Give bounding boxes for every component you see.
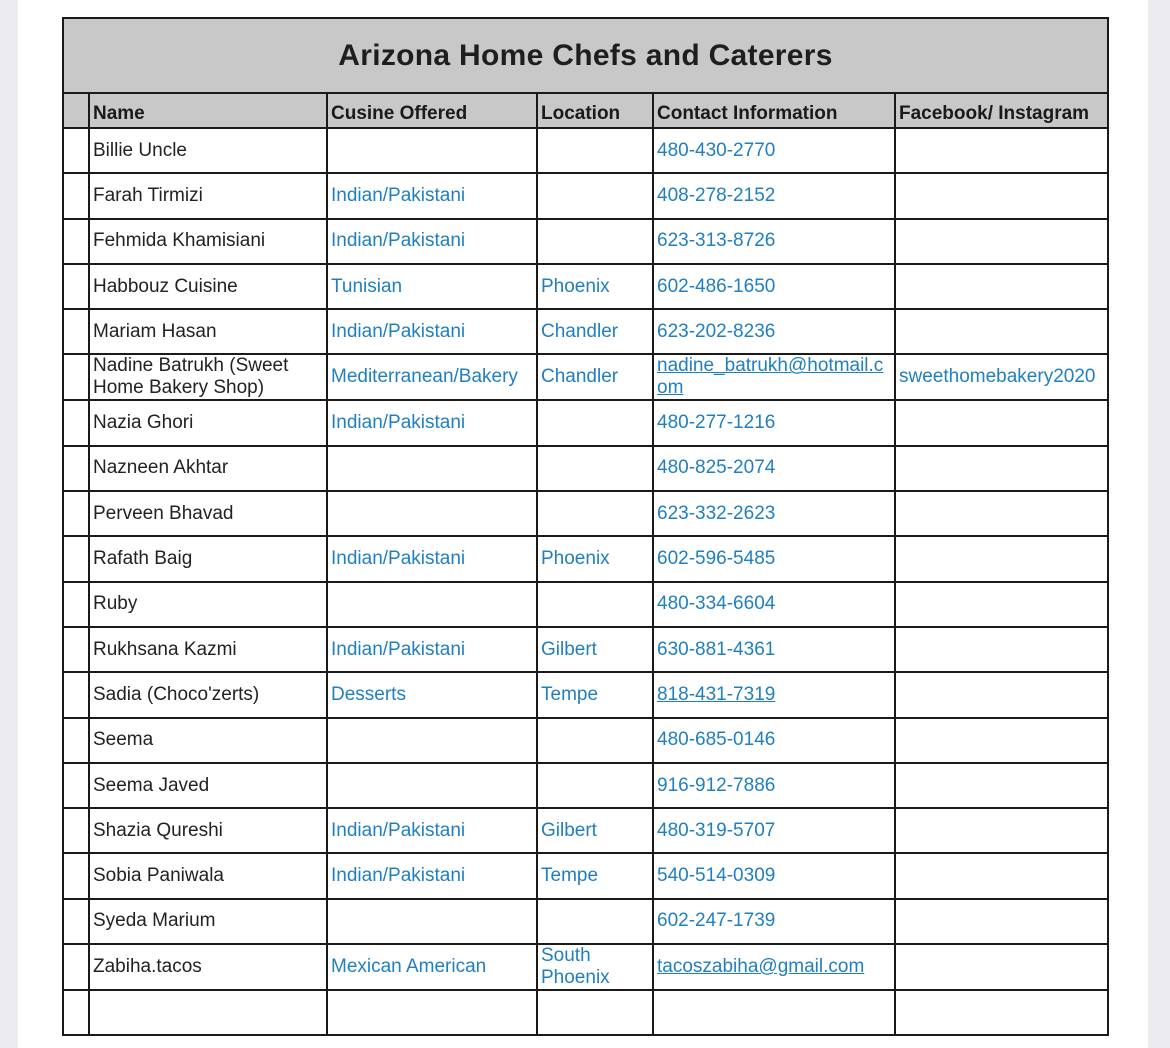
row-gutter-cell: [63, 853, 89, 898]
empty-cell: [537, 990, 653, 1035]
contact-cell: 480-430-2770: [653, 128, 895, 173]
row-gutter-cell: [63, 627, 89, 672]
table-row: [63, 808, 1108, 853]
contact-cell: 623-313-8726: [653, 219, 895, 264]
social-cell: [895, 899, 1108, 944]
location-cell: Phoenix: [537, 536, 653, 581]
table-row-partial: [63, 990, 1108, 1035]
location-cell: [537, 173, 653, 218]
contact-cell: 623-202-8236: [653, 309, 895, 354]
contact-cell: 623-332-2623: [653, 491, 895, 536]
table-row: [63, 128, 1108, 173]
row-gutter-cell: [63, 446, 89, 491]
social-cell: sweethomebakery2020: [895, 354, 1108, 400]
cuisine-cell: Indian/Pakistani: [327, 853, 537, 898]
cuisine-cell: Indian/Pakistani: [327, 173, 537, 218]
header-contact: Contact Information: [653, 93, 895, 128]
contact-cell: 480-685-0146: [653, 718, 895, 763]
location-cell: [537, 491, 653, 536]
social-cell: [895, 582, 1108, 627]
contact-cell: 602-247-1739: [653, 899, 895, 944]
table-row: [63, 219, 1108, 264]
location-cell: [537, 582, 653, 627]
table-row: [63, 536, 1108, 581]
cuisine-cell: [327, 128, 537, 173]
name-cell: Sobia Paniwala: [89, 853, 327, 898]
location-cell: Phoenix: [537, 264, 653, 309]
social-cell: [895, 672, 1108, 717]
name-cell: Ruby: [89, 582, 327, 627]
header-name: Name: [89, 93, 327, 128]
cuisine-cell: [327, 763, 537, 808]
name-cell: Seema Javed: [89, 763, 327, 808]
social-cell: [895, 808, 1108, 853]
row-gutter-cell: [63, 264, 89, 309]
name-cell: Shazia Qureshi: [89, 808, 327, 853]
row-gutter-cell: [63, 354, 89, 400]
name-cell: Perveen Bhavad: [89, 491, 327, 536]
row-gutter-cell: [63, 400, 89, 445]
location-cell: Chandler: [537, 354, 653, 400]
name-cell: Rafath Baig: [89, 536, 327, 581]
cuisine-cell: [327, 718, 537, 763]
cuisine-cell: Indian/Pakistani: [327, 627, 537, 672]
header-gutter-cell: [63, 93, 89, 128]
row-gutter-cell: [63, 309, 89, 354]
name-cell: Mariam Hasan: [89, 309, 327, 354]
name-cell: Fehmida Khamisiani: [89, 219, 327, 264]
table-row: [63, 491, 1108, 536]
name-cell: Seema: [89, 718, 327, 763]
social-cell: [895, 219, 1108, 264]
table-row: [63, 899, 1108, 944]
table-row: [63, 354, 1108, 400]
social-cell: [895, 309, 1108, 354]
cuisine-cell: Indian/Pakistani: [327, 219, 537, 264]
cuisine-cell: [327, 446, 537, 491]
cuisine-cell: Tunisian: [327, 264, 537, 309]
table-row: [63, 718, 1108, 763]
cuisine-cell: [327, 582, 537, 627]
location-cell: Gilbert: [537, 627, 653, 672]
location-cell: Chandler: [537, 309, 653, 354]
row-gutter-cell: [63, 536, 89, 581]
cuisine-cell: Desserts: [327, 672, 537, 717]
social-cell: [895, 853, 1108, 898]
row-gutter-cell: [63, 173, 89, 218]
contact-cell: 480-319-5707: [653, 808, 895, 853]
contact-cell[interactable]: tacoszabiha@gmail.com: [653, 944, 895, 990]
social-cell: [895, 491, 1108, 536]
location-cell: [537, 400, 653, 445]
header-social: Facebook/ Instagram: [895, 93, 1108, 128]
location-cell: [537, 718, 653, 763]
name-cell: Farah Tirmizi: [89, 173, 327, 218]
social-cell: [895, 944, 1108, 990]
name-cell: Nazia Ghori: [89, 400, 327, 445]
empty-cell: [89, 990, 327, 1035]
contact-cell: 540-514-0309: [653, 853, 895, 898]
empty-cell: [63, 990, 89, 1035]
row-gutter-cell: [63, 672, 89, 717]
contact-cell[interactable]: nadine_batrukh@hotmail.com: [653, 354, 895, 400]
name-cell: Syeda Marium: [89, 899, 327, 944]
table-row: [63, 264, 1108, 309]
row-gutter-cell: [63, 944, 89, 990]
contact-cell: 630-881-4361: [653, 627, 895, 672]
location-cell: Gilbert: [537, 808, 653, 853]
table-row: [63, 853, 1108, 898]
contact-cell[interactable]: 818-431-7319: [653, 672, 895, 717]
empty-cell: [327, 990, 537, 1035]
row-gutter-cell: [63, 899, 89, 944]
contact-cell: 602-486-1650: [653, 264, 895, 309]
row-gutter-cell: [63, 491, 89, 536]
name-cell: Sadia (Choco'zerts): [89, 672, 327, 717]
table-row: [63, 309, 1108, 354]
empty-cell: [653, 990, 895, 1035]
row-gutter-cell: [63, 128, 89, 173]
location-cell: Tempe: [537, 672, 653, 717]
location-cell: [537, 128, 653, 173]
header-location: Location: [537, 93, 653, 128]
row-gutter-cell: [63, 582, 89, 627]
table-row: [63, 400, 1108, 445]
cuisine-cell: Mexican American: [327, 944, 537, 990]
cuisine-cell: Indian/Pakistani: [327, 536, 537, 581]
table-row: [63, 582, 1108, 627]
name-cell: Zabiha.tacos: [89, 944, 327, 990]
social-cell: [895, 264, 1108, 309]
location-cell: [537, 899, 653, 944]
name-cell: Billie Uncle: [89, 128, 327, 173]
table-row: [63, 672, 1108, 717]
caterers-table: [62, 17, 1109, 1036]
empty-cell: [895, 990, 1108, 1035]
table-row: [63, 173, 1108, 218]
social-cell: [895, 400, 1108, 445]
cuisine-cell: [327, 899, 537, 944]
contact-cell: 602-596-5485: [653, 536, 895, 581]
name-cell: Rukhsana Kazmi: [89, 627, 327, 672]
viewer-margin-right: [1148, 0, 1170, 1048]
header-cuisine: Cusine Offered: [327, 93, 537, 128]
row-gutter-cell: [63, 718, 89, 763]
row-gutter-cell: [63, 808, 89, 853]
row-gutter-cell: [63, 763, 89, 808]
contact-cell: 480-277-1216: [653, 400, 895, 445]
table-row: [63, 763, 1108, 808]
social-cell: [895, 128, 1108, 173]
social-cell: [895, 536, 1108, 581]
table-row: [63, 944, 1108, 990]
social-cell: [895, 173, 1108, 218]
social-cell: [895, 627, 1108, 672]
location-cell: [537, 763, 653, 808]
location-cell: South Phoenix: [537, 944, 653, 990]
name-cell: Nazneen Akhtar: [89, 446, 327, 491]
name-cell: Habbouz Cuisine: [89, 264, 327, 309]
cuisine-cell: Indian/Pakistani: [327, 309, 537, 354]
table-row: [63, 627, 1108, 672]
location-cell: [537, 446, 653, 491]
viewer-margin-left: [0, 0, 18, 1048]
social-cell: [895, 718, 1108, 763]
header-row: [63, 93, 1108, 128]
contact-cell: 408-278-2152: [653, 173, 895, 218]
location-cell: Tempe: [537, 853, 653, 898]
contact-cell: 916-912-7886: [653, 763, 895, 808]
location-cell: [537, 219, 653, 264]
cuisine-cell: Indian/Pakistani: [327, 400, 537, 445]
cuisine-cell: [327, 491, 537, 536]
cuisine-cell: Mediterranean/Bakery: [327, 354, 537, 400]
social-cell: [895, 446, 1108, 491]
contact-cell: 480-825-2074: [653, 446, 895, 491]
name-cell: Nadine Batrukh (Sweet Home Bakery Shop): [89, 354, 327, 400]
social-cell: [895, 763, 1108, 808]
table-title: Arizona Home Chefs and Caterers: [63, 18, 1108, 93]
cuisine-cell: Indian/Pakistani: [327, 808, 537, 853]
row-gutter-cell: [63, 219, 89, 264]
table-row: [63, 446, 1108, 491]
contact-cell: 480-334-6604: [653, 582, 895, 627]
